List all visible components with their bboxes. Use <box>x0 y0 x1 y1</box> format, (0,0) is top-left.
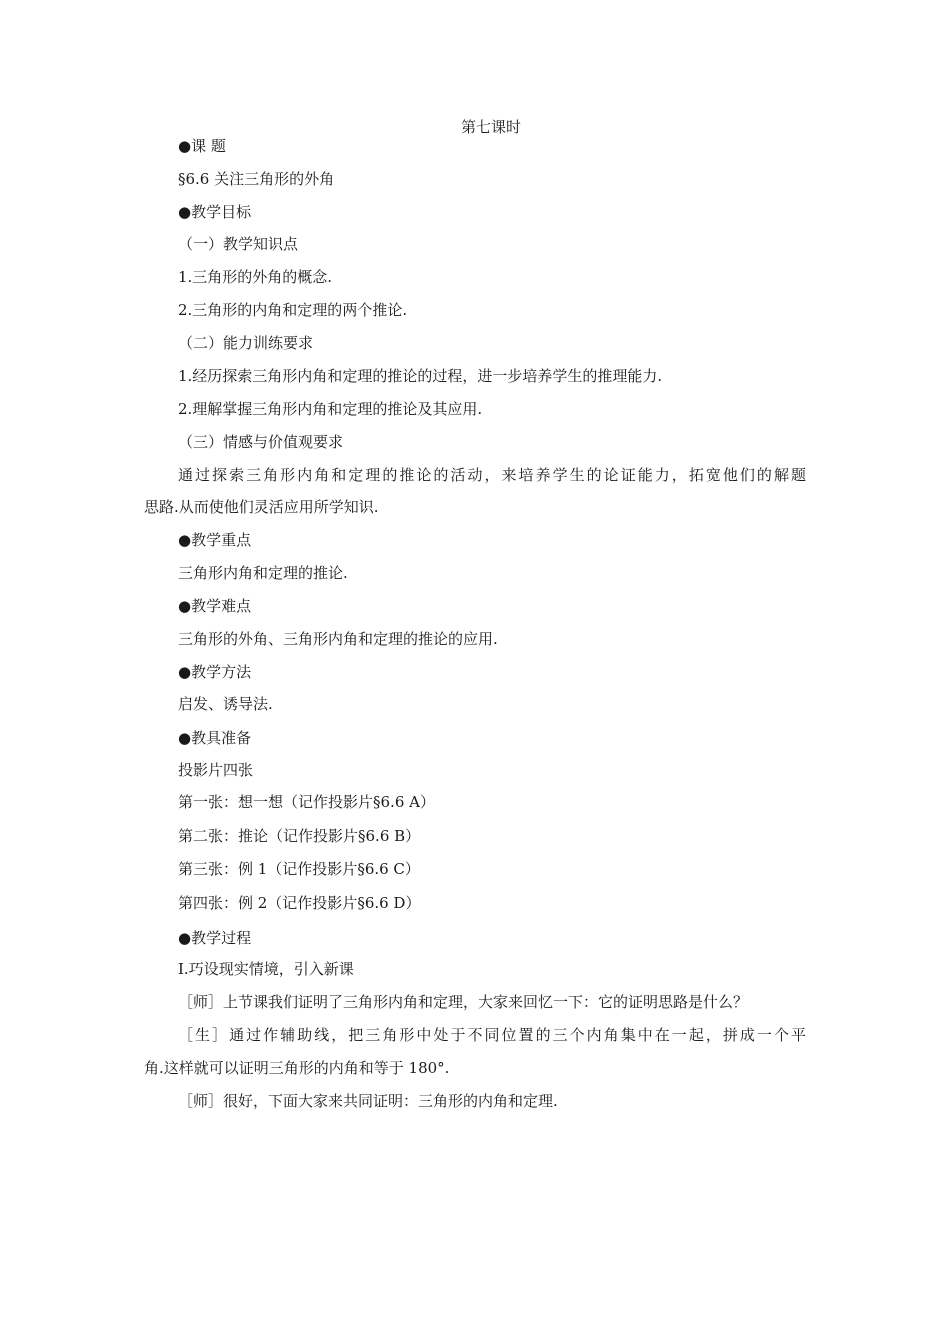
materials-text: 投影片四张 <box>178 761 254 779</box>
section-heading-materials: ●教具准备 <box>178 729 252 747</box>
section-heading-topic: ●课 题 <box>178 137 226 155</box>
slide-item-1: 第一张：想一想（记作投影片§6.6 A） <box>178 793 435 811</box>
knowledge-item-1: 1.三角形的外角的概念. <box>178 268 333 286</box>
section-heading-goals: ●教学目标 <box>178 203 252 221</box>
section-heading-methods: ●教学方法 <box>178 663 252 681</box>
process-step-1: Ⅰ.巧设现实情境，引入新课 <box>178 960 354 978</box>
slide-item-2: 第二张：推论（记作投影片§6.6 B） <box>178 827 421 845</box>
section-heading-process: ●教学过程 <box>178 929 252 947</box>
slide-item-3: 第三张：例 1（记作投影片§6.6 C） <box>178 860 420 878</box>
topic-text: §6.6 关注三角形的外角 <box>178 170 335 188</box>
ability-item-1: 1.经历探索三角形内角和定理的推论的过程，进一步培养学生的推理能力. <box>178 367 663 385</box>
subheading-knowledge: （一）教学知识点 <box>178 235 299 253</box>
subheading-ability: （二）能力训练要求 <box>178 334 314 352</box>
subheading-values: （三）情感与价值观要求 <box>178 433 344 451</box>
ability-item-2: 2.理解掌握三角形内角和定理的推论及其应用. <box>178 400 483 418</box>
slide-item-4: 第四张：例 2（记作投影片§6.6 D） <box>178 894 421 912</box>
methods-text: 启发、诱导法. <box>178 695 273 713</box>
dialogue-teacher-2: ［师］很好，下面大家来共同证明：三角形的内角和定理. <box>178 1092 558 1110</box>
dialogue-teacher-1: ［师］上节课我们证明了三角形内角和定理，大家来回忆一下：它的证明思路是什么？ <box>178 993 749 1011</box>
section-heading-difficulties: ●教学难点 <box>178 597 252 615</box>
difficulties-text: 三角形的外角、三角形内角和定理的推论的应用. <box>178 630 498 648</box>
values-paragraph-line-2: 思路.从而使他们灵活应用所学知识. <box>144 498 379 516</box>
section-heading-key-points: ●教学重点 <box>178 531 252 549</box>
knowledge-item-2: 2.三角形的内角和定理的两个推论. <box>178 301 408 319</box>
dialogue-student-line-2: 角.这样就可以证明三角形的内角和等于 180°. <box>144 1059 450 1077</box>
page-title: 第七课时 <box>460 118 521 136</box>
values-paragraph-line-1: 通过探索三角形内角和定理的推论的活动，来培养学生的论证能力，拓宽他们的解题 <box>178 466 806 484</box>
key-points-text: 三角形内角和定理的推论. <box>178 564 348 582</box>
dialogue-student-line-1: ［生］通过作辅助线，把三角形中处于不同位置的三个内角集中在一起，拼成一个平 <box>178 1026 806 1044</box>
